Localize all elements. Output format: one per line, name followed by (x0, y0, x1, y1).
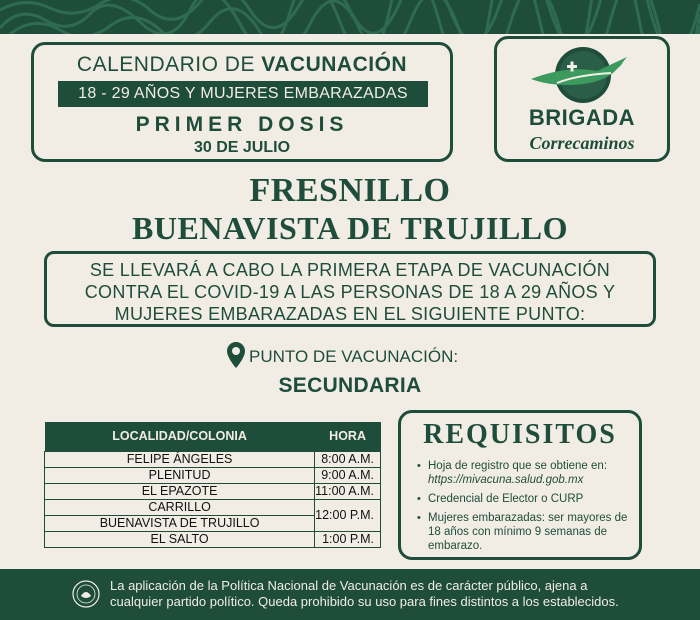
time-cell: 9:00 A.M. (315, 467, 381, 483)
requirement-text: Mujeres embarazadas: ser mayores de 18 años con mínimo 9 semanas de embarazo. (428, 512, 628, 552)
time-cell: 1:00 P.M. (315, 531, 381, 547)
schedule-table (44, 422, 381, 548)
roadrunner-logo-icon (527, 45, 637, 105)
vaccination-date: 30 DE JULIO (193, 139, 291, 156)
footer-disclaimer (0, 569, 700, 620)
column-header-locality: LOCALIDAD/COLONIA (45, 422, 315, 451)
top-decorative-band (0, 0, 700, 34)
announcement-box (44, 251, 656, 327)
time-cell: 8:00 A.M. (315, 451, 381, 467)
time-cell: 11:00 A.M. (315, 483, 381, 499)
requirements-list (417, 459, 639, 558)
registration-link[interactable]: https://mivacuna.salud.gob.mx (428, 474, 584, 486)
list-item (417, 459, 639, 487)
dose-label: PRIMER DOSIS (135, 113, 349, 136)
table-row (45, 451, 381, 467)
bullet-icon: • (417, 460, 421, 472)
city-name: FRESNILLO (249, 172, 451, 209)
disclaimer-line: La aplicación de la Política Nacional de Vacunación es de carácter público, ajena a (110, 578, 588, 593)
locality-cell: FELIPE ÁNGELES (45, 451, 315, 467)
table-row (45, 531, 381, 547)
requirements-box (398, 410, 642, 560)
locality-cell: EL SALTO (45, 531, 315, 547)
government-seal-icon (72, 580, 100, 608)
calendar-title: CALENDARIO DE VACUNACIÓN (76, 53, 408, 76)
table-row (45, 483, 381, 499)
requirement-text: Hoja de registro que se obtiene en: (428, 460, 608, 472)
locality-cell: EL EPAZOTE (45, 483, 315, 499)
calendar-subtitle: 18 - 29 AÑOS Y MUJERES EMBARAZADAS (58, 81, 428, 107)
bullet-icon: • (417, 493, 421, 505)
list-item (417, 511, 639, 553)
table-row (45, 467, 381, 483)
list-item (417, 492, 639, 506)
vaccination-point-value: SECUNDARIA (278, 374, 422, 397)
locality-cell: PLENITUD (45, 467, 315, 483)
announcement-line: MUJERES EMBARAZADAS EN EL SIGUIENTE PUNTO: (114, 304, 586, 324)
brigada-title: BRIGADA (528, 105, 636, 130)
map-pin-icon (227, 342, 245, 368)
requirements-title: REQUISITOS (423, 419, 617, 450)
announcement-line: CONTRA EL COVID-19 A LAS PERSONAS DE 18 A 29 AÑOS Y (84, 282, 616, 302)
requirement-text: Credencial de Elector o CURP (428, 493, 584, 505)
calendar-header-box (31, 42, 453, 162)
bullet-icon: • (417, 512, 421, 524)
announcement-line: SE LLEVARÁ A CABO LA PRIMERA ETAPA DE VACUNACIÓN (89, 260, 611, 280)
table-row (45, 499, 381, 515)
vaccination-point-label: PUNTO DE VACUNACIÓN: (249, 347, 459, 366)
locality-name: BUENAVISTA DE TRUJILLO (131, 210, 569, 246)
disclaimer-line: cualquier partido político. Queda prohibido su uso para fines distintos a los establecidos. (110, 594, 619, 609)
column-header-time: HORA (315, 422, 381, 451)
brigada-logo-box (494, 36, 670, 162)
time-cell: 12:00 P.M. (315, 499, 381, 531)
table-header-row (45, 422, 381, 451)
locality-cell: BUENAVISTA DE TRUJILLO (45, 515, 315, 531)
disclaimer-text (110, 578, 690, 610)
locality-cell: CARRILLO (45, 499, 315, 515)
brigada-subtitle: Correcaminos (529, 133, 635, 153)
